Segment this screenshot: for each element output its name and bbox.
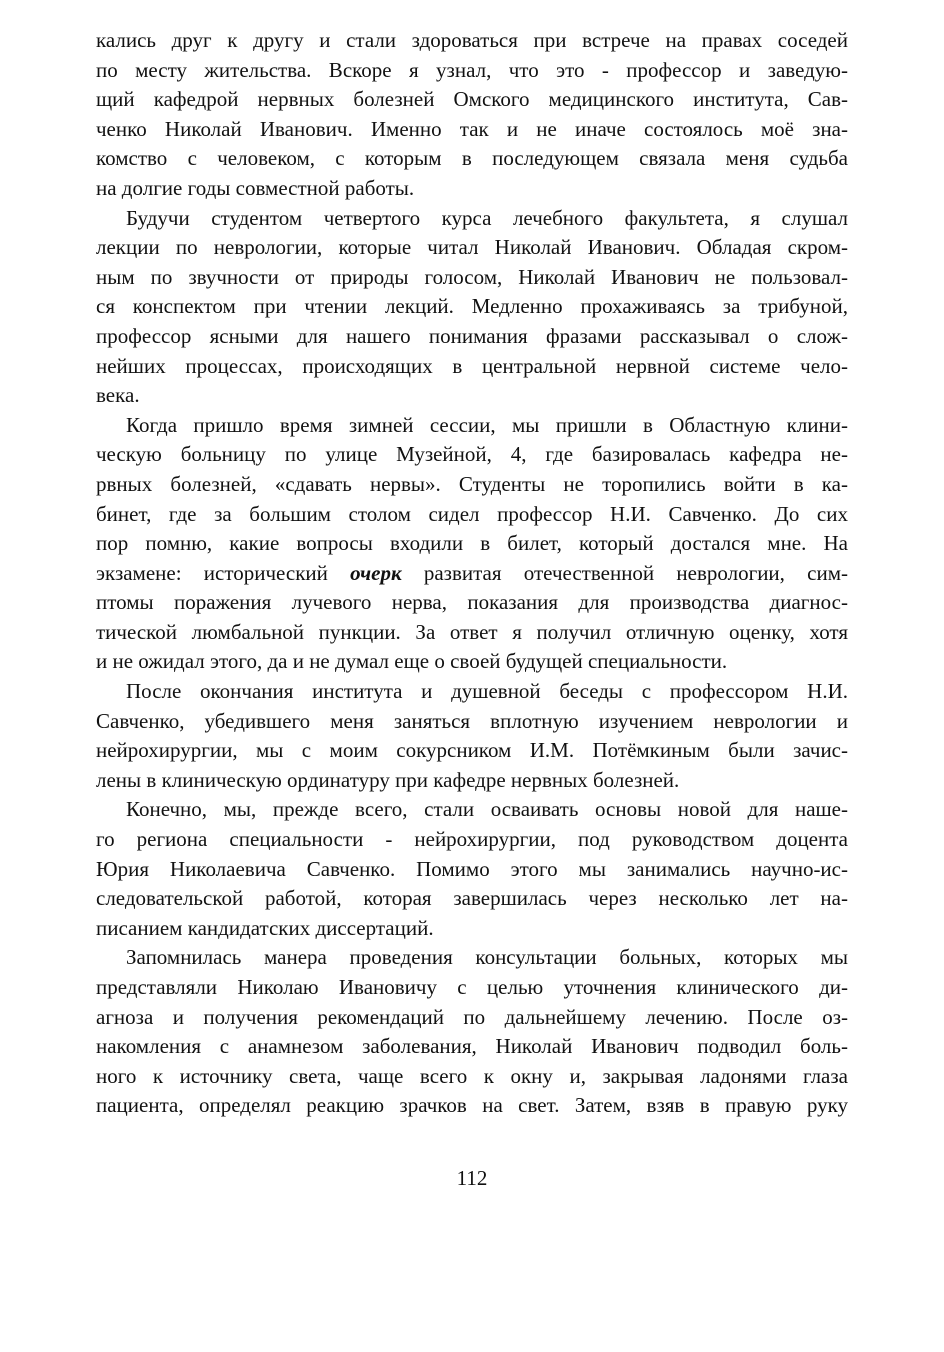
text-line: бинет, где за большим столом сидел профессор Н.И. Савченко. До сих xyxy=(96,501,848,526)
text-line: кались друг к другу и стали здороваться при встрече на правах соседей xyxy=(96,28,848,52)
emphasized-word: очерк xyxy=(350,560,402,585)
text-run: экзамене: исторический xyxy=(96,560,351,585)
text-line: нейрохирургии, мы с моим сокурсником И.М. Потёмкиным были зачис- xyxy=(96,738,848,763)
text-line-with-emphasis xyxy=(96,559,848,589)
text-line: Юрия Николаевича Савченко. Помимо этого мы занимались научно-ис- xyxy=(96,856,848,881)
paragraph-3 xyxy=(96,411,848,677)
text-line: и не ожидал этого, да и не думал еще о своей будущей специальности. xyxy=(96,649,728,674)
text-line: на долгие годы совместной работы. xyxy=(96,175,415,200)
text-line: После окончания института и душевной беседы с профессором Н.И. xyxy=(126,679,848,704)
text-line: ческую больницу по улице Музейной, 4, где базировалась кафедра не- xyxy=(96,442,848,467)
text-line: представляли Николаю Ивановичу с целью уточнения клинического ди- xyxy=(96,975,848,999)
text-line: нейших процессах, происходящих в центральной нервной системе чело- xyxy=(96,353,848,378)
paragraph-4 xyxy=(96,677,848,795)
text-line: ным по звучности от природы голосом, Николай Иванович не пользовал- xyxy=(96,264,848,289)
text-line: ченко Николай Иванович. Именно так и не иначе состоялось моё зна- xyxy=(96,116,848,141)
text-line: ного к источнику света, чаще всего к окну и, закрывая ладонями глаза xyxy=(96,1063,848,1088)
text-run: развитая отечественной неврологии, сим- xyxy=(401,560,848,585)
paragraph-5 xyxy=(96,795,848,943)
text-line: тической люмбальной пункции. За ответ я получил отличную оценку, хотя xyxy=(96,619,848,644)
paragraph-1 xyxy=(96,26,848,204)
text-line: века. xyxy=(96,383,140,408)
text-line: Савченко, убедившего меня заняться вплотную изучением неврологии и xyxy=(96,708,848,733)
text-line: Запомнилась манера проведения консультации больных, которых мы xyxy=(126,945,848,970)
text-line: агноза и получения рекомендаций по дальнейшему лечению. После оз- xyxy=(96,1004,848,1029)
text-line: следовательской работой, которая завершилась через несколько лет на- xyxy=(96,886,848,911)
text-line: рвных болезней, «сдавать нервы». Студенты не торопились войти в ка- xyxy=(96,471,848,496)
page-number: 112 xyxy=(456,1166,488,1190)
text-line: комство с человеком, с которым в последующем связала меня судьба xyxy=(96,146,848,171)
text-line: Когда пришло время зимней сессии, мы пришли в Областную клини- xyxy=(126,412,848,437)
text-line: щий кафедрой нервных болезней Омского медицинского института, Сав- xyxy=(96,87,848,112)
text-line: Конечно, мы, прежде всего, стали осваивать основы новой для наше- xyxy=(126,797,848,822)
text-line: профессор ясными для нашего понимания фразами рассказывал о слож- xyxy=(96,323,848,348)
text-line: лекции по неврологии, которые читал Николай Иванович. Обладая скром- xyxy=(96,235,848,260)
text-line: лены в клиническую ординатуру при кафедре нервных болезней. xyxy=(96,767,680,792)
text-line: Будучи студентом четвертого курса лечебного факультета, я слушал xyxy=(126,205,848,230)
text-line: птомы поражения лучевого нерва, показания для производства диагнос- xyxy=(96,590,848,615)
text-line: го региона специальности - нейрохирургии, под руководством доцента xyxy=(96,827,848,852)
paragraph-2 xyxy=(96,204,848,411)
text-line: пациента, определял реакцию зрачков на свет. Затем, взяв в правую руку xyxy=(96,1093,848,1118)
text-line: накомления с анамнезом заболевания, Николай Иванович подводил боль- xyxy=(96,1034,848,1059)
text-line: писанием кандидатских диссертаций. xyxy=(96,915,434,940)
text-line: по месту жительства. Вскоре я узнал, что это - профессор и заведую- xyxy=(96,57,848,82)
text-line: пор помню, какие вопросы входили в билет, который достался мне. На xyxy=(96,531,848,556)
text-line: ся конспектом при чтении лекций. Медленно прохаживаясь за трибуной, xyxy=(96,294,848,319)
paragraph-6 xyxy=(96,943,848,1121)
page-body xyxy=(96,26,848,1121)
